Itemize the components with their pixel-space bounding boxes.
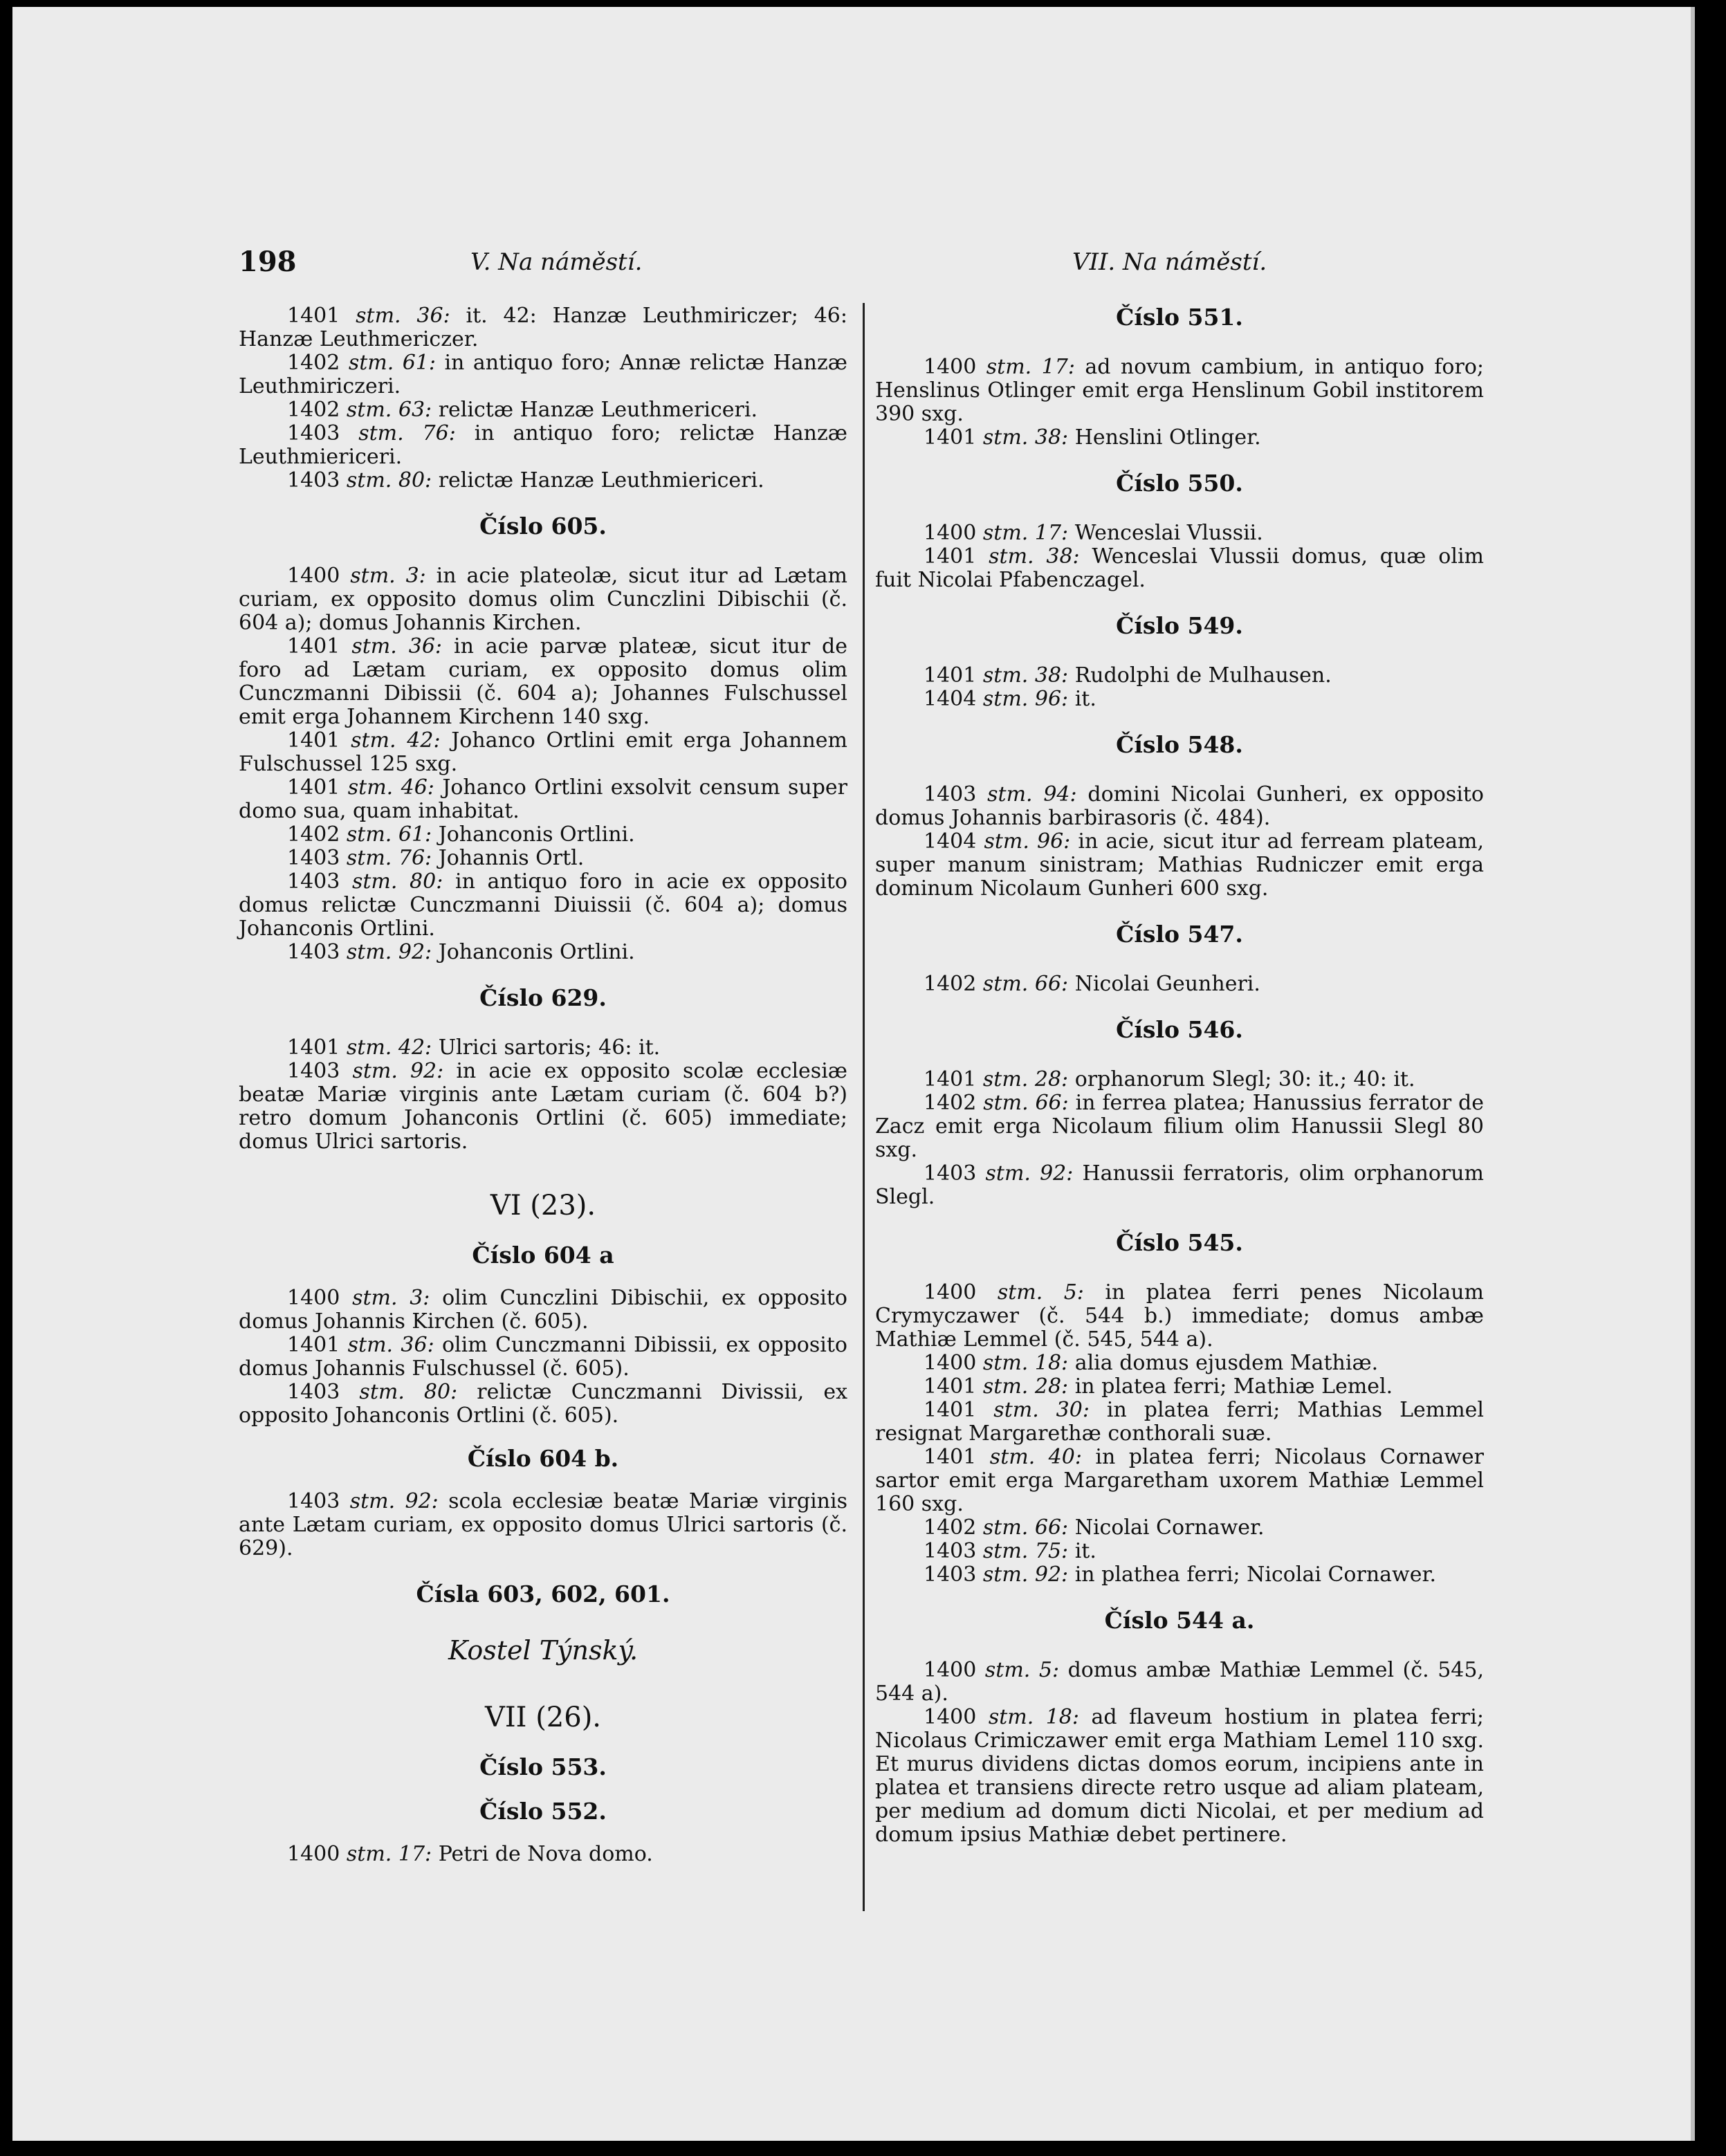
entry: 1401 stm. 28: in platea ferri; Mathiæ Lemel. — [924, 1374, 1393, 1399]
entry: 1404 stm. 96: in acie, sicut itur ad ferream plateam, super manum sinistram; Mathias Rudniczer emit erga dominum Nicolaum Gunheri 600 sxg. — [875, 829, 1484, 901]
entry: 1401 stm. 28: orphanorum Slegl; 30: it.; 40: it. — [924, 1067, 1415, 1091]
right-column — [875, 304, 1484, 1847]
heading-603-602-601: Čísla 603, 602, 601. — [416, 1581, 670, 1607]
page-number: 198 — [239, 246, 297, 278]
entry: 1400 stm. 3: in acie plateolæ, sicut itur ad Lætam curiam, ex opposito domus olim Cunczlini Dibischii (č. 604 a); domus Johannis Kirchen. — [239, 564, 847, 635]
entry: 1400 stm. 17: ad novum cambium, in antiquo foro; Henslinus Otlinger emit erga Henslinum Gobil institorem 390 sxg. — [875, 355, 1484, 426]
entry: 1401 stm. 36: olim Cunczmanni Dibissii, ex opposito domus Johannis Fulschussel (č. 605). — [239, 1333, 847, 1381]
entry: 1403 stm. 75: it. — [924, 1539, 1096, 1563]
kostel-tynsky: Kostel Týnský. — [448, 1635, 639, 1666]
heading-549: Číslo 549. — [1116, 612, 1243, 639]
entry: 1403 stm. 80: in antiquo foro in acie ex opposito domus relictæ Cunczmanni Diuissii (č. 604 a); domus Johanconis Ortlini. — [239, 869, 847, 941]
entry: 1400 stm. 3: olim Cunczlini Dibischii, ex opposito domus Johannis Kirchen (č. 605). — [239, 1286, 847, 1334]
entry: 1401 stm. 40: in platea ferri; Nicolaus Cornawer sartor emit erga Margaretham uxorem Mathiæ Lemmel 160 sxg. — [875, 1445, 1484, 1516]
heading-550: Číslo 550. — [1116, 470, 1243, 497]
heading-629: Číslo 629. — [479, 984, 607, 1011]
entry: 1401 stm. 30: in platea ferri; Mathias Lemmel resignat Margarethæ conthorali suæ. — [875, 1398, 1484, 1446]
page-header — [239, 246, 1494, 280]
entry: 1403 stm. 76: in antiquo foro; relictæ Hanzæ Leuthmiericeri. — [239, 421, 847, 469]
heading-546: Číslo 546. — [1116, 1016, 1243, 1043]
entry: 1403 stm. 92: in plathea ferri; Nicolai Cornawer. — [924, 1563, 1437, 1587]
column-divider — [863, 303, 865, 1911]
left-column — [239, 304, 847, 1866]
entry: 1403 stm. 76: Johannis Ortl. — [287, 846, 585, 870]
entry: 1403 stm. 92: scola ecclesiæ beatæ Mariæ virginis ante Lætam curiam, ex opposito domus Ulrici sartoris (č. 629). — [239, 1489, 847, 1560]
heading-605: Číslo 605. — [479, 513, 607, 540]
entry: 1400 stm. 5: in platea ferri penes Nicolaum Crymyczawer (č. 544 b.) immediate; domus ambæ Mathiæ Lemmel (č. 545, 544 a). — [875, 1280, 1485, 1352]
entry: 1401 stm. 36: it. 42: Hanzæ Leuthmiriczer; 46: Hanzæ Leuthmericzer. — [239, 304, 847, 351]
heading-547: Číslo 547. — [1116, 921, 1243, 948]
heading-553: Číslo 553. — [479, 1753, 607, 1780]
entry: 1403 stm. 80: relictæ Hanzæ Leuthmiericeri. — [287, 468, 764, 492]
entry: 1402 stm. 66: in ferrea platea; Hanussius ferrator de Zacz emit erga Nicolaum filium olim Hanussii Slegl 80 sxg. — [875, 1091, 1484, 1162]
entry: 1403 stm. 92: in acie ex opposito scolæ ecclesiæ beatæ Mariæ virginis ante Lætam curiam (č. 604 b?) retro domum Johanconis Ortlini (č. 605) immediate; domus Ulrici sartoris. — [239, 1059, 847, 1154]
entry: 1402 stm. 61: in antiquo foro; Annæ relictæ Hanzæ Leuthmiriczeri. — [239, 351, 847, 398]
entry: 1401 stm. 46: Johanco Ortlini exsolvit censum super domo sua, quam inhabitat. — [239, 775, 847, 823]
heading-604a: Číslo 604 a — [472, 1242, 614, 1269]
entry: 1401 stm. 36: in acie parvæ plateæ, sicut itur de foro ad Lætam curiam, ex opposito domus olim Cunczmanni Dibissii (č. 604 a); Johannes Fulschussel emit erga Johannem Kirchenn 140 sxg. — [239, 634, 847, 729]
entry: 1400 stm. 5: domus ambæ Mathiæ Lemmel (č. 545, 544 a). — [875, 1658, 1484, 1706]
entry: 1403 stm. 92: Hanussii ferratoris, olim orphanorum Slegl. — [875, 1161, 1484, 1209]
left-running-title: V. Na náměstí. — [470, 248, 643, 276]
entry: 1401 stm. 42: Ulrici sartoris; 46: it. — [287, 1035, 661, 1060]
heading-552: Číslo 552. — [479, 1798, 607, 1825]
entries-top — [239, 304, 847, 492]
entry: 1402 stm. 66: Nicolai Geunheri. — [924, 972, 1260, 996]
right-running-title: VII. Na náměstí. — [1072, 248, 1267, 276]
entry: 1402 stm. 63: relictæ Hanzæ Leuthmericeri. — [287, 398, 758, 422]
entry: 1402 stm. 61: Johanconis Ortlini. — [287, 822, 635, 847]
entry: 1403 stm. 80: relictæ Cunczmanni Divissii, ex opposito Johanconis Ortlini (č. 605). — [239, 1380, 847, 1428]
section-vii: VII (26). — [484, 1702, 602, 1733]
entry: 1403 stm. 94: domini Nicolai Gunheri, ex opposito domus Johannis barbirasoris (č. 484). — [875, 782, 1484, 830]
entry: 1403 stm. 92: Johanconis Ortlini. — [287, 940, 635, 964]
entry: 1404 stm. 96: it. — [924, 687, 1096, 711]
entry: 1401 stm. 38: Henslini Otlinger. — [924, 425, 1261, 450]
heading-545: Číslo 545. — [1116, 1229, 1243, 1256]
entry: 1401 stm. 38: Wenceslai Vlussii domus, quæ olim fuit Nicolai Pfabenczagel. — [875, 544, 1484, 592]
entry: 1400 stm. 17: Petri de Nova domo. — [287, 1842, 653, 1866]
entry: 1400 stm. 18: ad flaveum hostium in platea ferri; Nicolaus Crimiczawer emit erga Mathiam Lemel 110 sxg. Et murus dividens dictas domos eorum, incipiens ante in platea et transiens directe retro usque ad aliam plateam, per medium ad domum dicti Nicolai, et per medium ad domum ipsius Mathiæ debet pertinere. — [875, 1705, 1484, 1847]
entry: 1400 stm. 18: alia domus ejusdem Mathiæ. — [924, 1351, 1379, 1375]
heading-604b: Číslo 604 b. — [467, 1445, 619, 1472]
entry: 1401 stm. 38: Rudolphi de Mulhausen. — [924, 663, 1332, 688]
heading-544a: Číslo 544 a. — [1104, 1607, 1255, 1634]
page-edge — [1691, 7, 1695, 2141]
entry: 1402 stm. 66: Nicolai Cornawer. — [924, 1515, 1265, 1540]
section-vi: VI (23). — [490, 1190, 596, 1222]
heading-548: Číslo 548. — [1116, 731, 1243, 758]
entry: 1400 stm. 17: Wenceslai Vlussii. — [924, 521, 1263, 545]
entry: 1401 stm. 42: Johanco Ortlini emit erga Johannem Fulschussel 125 sxg. — [239, 728, 847, 776]
heading-551: Číslo 551. — [1116, 304, 1243, 331]
